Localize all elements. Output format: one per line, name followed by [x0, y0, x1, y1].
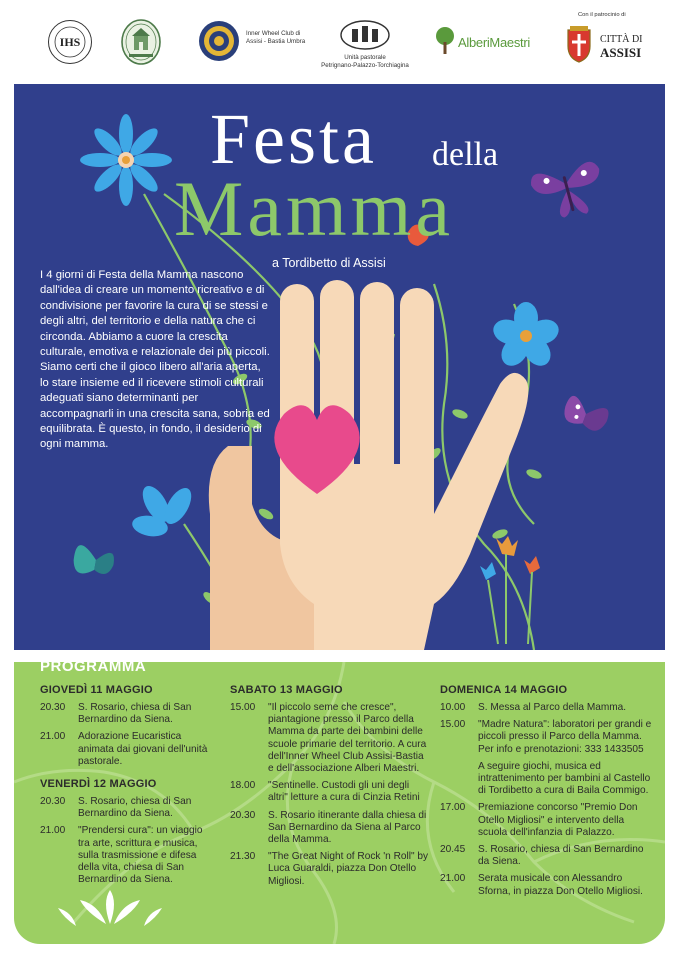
programma-panel [14, 662, 665, 944]
tree-icon [434, 26, 456, 56]
event-description: S. Rosario, chiesa di San Bernardino da Siena. [78, 702, 192, 726]
subtitle-location: a Tordibetto di Assisi [272, 256, 386, 270]
day-heading: GIOVEDÌ 11 MAGGIO [40, 684, 153, 696]
event-time: 20.45 [440, 844, 466, 856]
schedule-event [440, 702, 652, 714]
schedule-event [40, 796, 212, 820]
schedule-event [230, 810, 428, 847]
citta-assisi-logo [560, 12, 660, 72]
schedule-event [40, 731, 212, 768]
event-description: A seguire giochi, musica ed intrattenimento per bambini al Castello di Tordibetto a cura di Baila Commigo. [478, 760, 651, 797]
inner-wheel-place: Assisi - Bastia Umbra [246, 37, 306, 45]
patrocinio-label: Con il patrocinio di [578, 12, 626, 18]
event-time: 21.00 [40, 825, 66, 837]
societas-monogram: IHS [59, 34, 81, 49]
schedule-event [230, 780, 428, 804]
schedule-event [230, 702, 428, 775]
event-description: S. Rosario itinerante dalla chiesa di San Bernardino da Siena al Parco della Mamma. [268, 809, 427, 846]
event-description: "Madre Natura": laboratori per grandi e piccoli presso il Parco della Mamma. Per info e prenotazioni: 333 1433505 [478, 719, 652, 755]
event-description: Adorazione Eucaristica animata dai giovani dell'unità pastorale. [78, 731, 208, 767]
coat-of-arms-icon [564, 24, 594, 64]
assisi-label: ASSISI [600, 45, 642, 60]
title-festa: Festa [210, 99, 377, 179]
event-description: "Prendersi cura": un viaggio tra arte, scrittura e musica, sulla trasmissione e difesa della vita, chiesa di San Bernardino da Siena. [78, 825, 203, 886]
schedule-event [230, 851, 428, 888]
programma-title: PROGRAMMA [40, 662, 147, 675]
three-churches-icon [340, 20, 390, 50]
alberi-maestri-name: AlberiMaestri [458, 35, 530, 50]
event-time: 20.30 [40, 702, 66, 713]
logo-strip [0, 0, 679, 80]
schedule-event [440, 873, 652, 897]
event-time: 10.00 [440, 702, 466, 713]
event-time: 20.30 [40, 796, 66, 808]
inner-wheel-icon [198, 20, 240, 62]
event-description: "The Great Night of Rock 'n Roll" by Luca Guaraldi, piazza Don Otello Migliosi. [268, 851, 429, 887]
day-heading: DOMENICA 14 MAGGIO [440, 684, 568, 696]
event-description: "Sentinelle. Custodi gli uni degli altri" letture a cura di Cinzia Retini [268, 780, 420, 804]
intro-paragraph: I 4 giorni di Festa della Mamma nascono dall'idea di creare un momento ricreativo e di condivisione per favorire la cura di se stessi e degli altri, del territorio e della natura che ci circonda. Abbiamo a cuore la crescita culturale, emotiva e relazionale dei più piccoli. Siamo certi che il gioco libero all'aria aperta, lo stare insieme ed il ricevere stimoli culturali adeguati siano determinanti per accompagnarli in una crescita sana, sobria ed equilibrata. È questo, in fondo, il desiderio di ogni mamma. [40, 269, 270, 451]
schedule-event [440, 719, 652, 756]
unita-pastorale-place: Petrignano-Palazzo-Torchiagina [321, 61, 409, 69]
schedule-event [40, 825, 212, 886]
alberi-maestri-logo [434, 26, 544, 60]
event-description: Premiazione concorso "Premio Don Otello Migliosi" e intervento della scuola dell'infanzia di Palazzo. [478, 802, 638, 838]
schedule-column-3 [440, 684, 652, 903]
event-time: 21.00 [40, 731, 66, 743]
title-della: della [432, 136, 499, 173]
event-time: 21.30 [230, 851, 256, 863]
event-time: 17.00 [440, 802, 466, 814]
event-time: 15.00 [440, 719, 466, 731]
event-time: 18.00 [230, 780, 256, 792]
unita-pastorale-name: Unità pastorale [344, 54, 386, 61]
poster-panel [14, 84, 665, 650]
event-description: S. Messa al Parco della Mamma. [478, 702, 627, 713]
event-time [440, 761, 478, 798]
event-description: Serata musicale con Alessandro Sforna, in piazza Don Otello Migliosi. [478, 873, 643, 897]
schedule-column-1 [40, 684, 212, 891]
title-mamma: Mamma [174, 165, 454, 252]
day-heading: SABATO 13 MAGGIO [230, 684, 343, 696]
event-description: S. Rosario, chiesa di San Bernardino da Siena. [478, 844, 644, 868]
schedule-event [440, 761, 652, 798]
inner-wheel-name: Inner Wheel Club di [246, 30, 301, 37]
day-heading: VENERDÌ 12 MAGGIO [40, 778, 157, 791]
event-time: 15.00 [230, 702, 256, 713]
societas-seal-logo [48, 20, 92, 64]
schedule-event [440, 802, 652, 839]
schedule-event [440, 844, 652, 868]
event-description: S. Rosario, chiesa di San Bernardino da Siena. [78, 796, 192, 820]
parish-seal-logo [120, 18, 162, 66]
schedule-column-2 [230, 684, 428, 893]
unita-pastorale-logo [306, 20, 424, 72]
citta-di-label: CITTÀ DI [600, 34, 643, 45]
schedule-event [40, 702, 212, 726]
event-description: "Il piccolo seme che cresce", piantagione presso il Parco della Mamma da parte dei bambini delle scuole primarie del territorio. A cura dell'Inner Wheel Club Assisi-Bastia e dell'associazione Alberi Maestri. [268, 702, 427, 775]
event-time: 21.00 [440, 873, 466, 885]
event-time: 20.30 [230, 809, 256, 821]
